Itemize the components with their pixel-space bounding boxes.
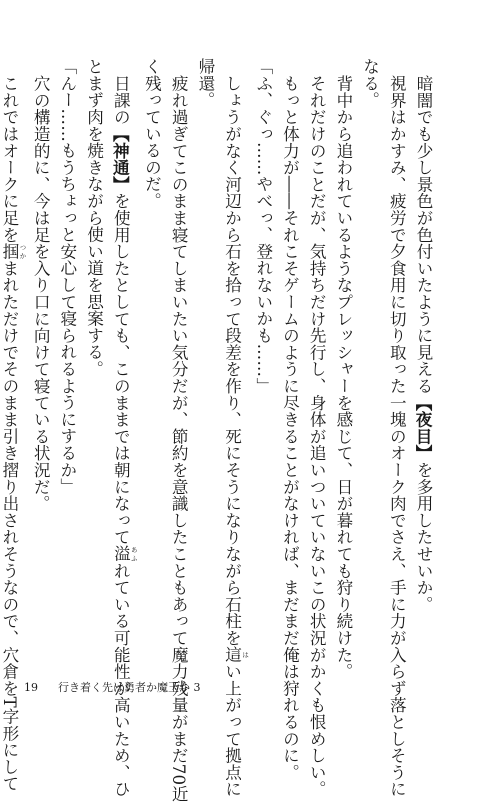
text-run: もっと体力が――それこそゲームのように尽きることがなければ、まだまだ俺は狩れるのに。 — [280, 74, 300, 781]
text-run: とまず肉を焼きながら使い道を思案する。 — [84, 58, 104, 378]
text-run: まれただけでそのまま引き摺り出されそうなので、穴倉をT字形にして — [0, 259, 19, 792]
text-run: 「んー……もうちょっと安心して寝られるようにするか」 — [57, 58, 77, 495]
text-run: い上がって拠点に — [222, 662, 242, 798]
ruby-reading: は — [241, 645, 250, 663]
text-line — [218, 58, 250, 798]
page-number: 19 — [24, 681, 38, 694]
text-line — [164, 58, 191, 802]
text-line — [356, 58, 383, 658]
ruby-base: 這 — [222, 645, 242, 663]
text-run: 視界はかすみ、疲労で夕食用に切り取った一塊のオーク肉でさえ、手に力が入らず落としそうに — [387, 74, 407, 797]
ruby-text — [222, 645, 250, 663]
ruby-text — [0, 242, 27, 260]
text-line — [302, 58, 329, 797]
text-line — [383, 58, 410, 797]
text-run: しょうがなく河辺から石を拾って段差を作り、死にそうになりながら石柱を — [222, 74, 242, 646]
skill-name: 【神通】 — [110, 125, 131, 193]
text-line — [138, 58, 165, 658]
text-run: 暗闇でも少し景色が色付いたように見える — [414, 74, 433, 394]
text-line — [80, 58, 107, 658]
skill-name: 【夜目】 — [413, 393, 433, 461]
ruby-reading: あふ — [129, 545, 138, 562]
text-run: を多用したせいか。 — [414, 461, 433, 613]
ruby-reading: つか — [18, 242, 27, 260]
text-run: なる。 — [360, 58, 380, 109]
page-footer — [24, 681, 201, 695]
text-run: れている可能性が高いため、ひ — [111, 561, 131, 798]
text-run: それだけのことだが、気持ちだけ先行し、身体が追いついていないこの状況がかくも恨めしい。 — [307, 74, 327, 797]
text-line — [276, 58, 303, 781]
text-run: 疲れ過ぎてこのまま寝てしまいたい気分だが、節約を意識したこともあって魔力残量がまだ70近 — [169, 74, 189, 802]
text-line — [53, 58, 80, 658]
text-run: 穴の構造的に、今は足を入り口に向けて寝ている状況だ。 — [31, 74, 51, 512]
text-run: 背中から追われているようなプレッシャーを感じて、日が暮れても狩り続けた。 — [333, 74, 353, 680]
text-run: 「ふ、ぐっ……やべっ、登れないかも……」 — [253, 58, 273, 394]
book-title: 行き着く先は勇者か魔王か 3 — [58, 681, 201, 694]
text-run: 日課の — [111, 74, 131, 125]
text-run: 帰還。 — [195, 58, 215, 109]
text-line — [107, 58, 138, 798]
ruby-text — [111, 545, 138, 562]
text-line — [409, 58, 436, 658]
text-line — [191, 58, 218, 658]
text-line — [249, 58, 276, 658]
text-line — [26, 58, 53, 658]
text-line — [329, 58, 356, 680]
ruby-base: 溢 — [111, 545, 131, 562]
text-run: く残っているのだ。 — [142, 58, 162, 210]
ruby-base: 掴 — [0, 242, 19, 260]
text-run: を使用したとしても、このままでは朝になって — [111, 192, 131, 546]
text-run: これではオークに足を — [0, 74, 19, 243]
text-line — [0, 58, 27, 792]
